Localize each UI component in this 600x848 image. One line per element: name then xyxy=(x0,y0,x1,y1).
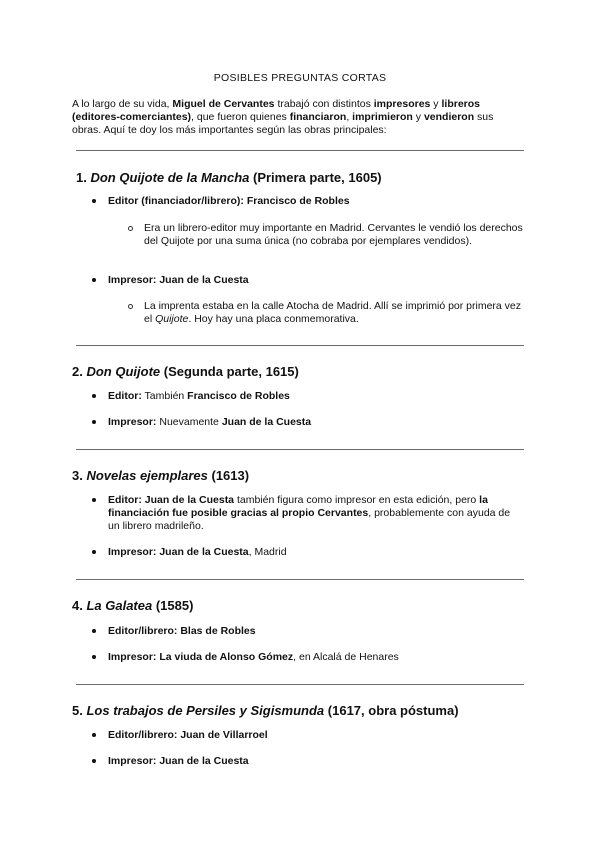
intro-bold-financiaron: financiaron xyxy=(289,111,347,123)
circle-bullet-icon xyxy=(128,304,133,309)
intro-text: trabajó con distintos xyxy=(274,98,374,110)
intro-text: y xyxy=(430,98,442,110)
bullet-icon xyxy=(92,420,96,424)
intro-bold-libreros: libreros (editores-comerciantes) xyxy=(72,98,480,123)
intro-text: , xyxy=(346,111,353,123)
section-divider xyxy=(76,684,524,685)
intro-bold-vendieron: vendieron xyxy=(423,111,475,123)
section-heading-4: 4. La Galatea (1585) xyxy=(72,598,194,613)
page-title: POSIBLES PREGUNTAS CORTAS xyxy=(213,72,387,84)
section-divider xyxy=(76,449,524,450)
intro-text: sus obras. Aquí te doy los más importantes según las obras principales: xyxy=(72,111,494,136)
bullet-icon xyxy=(92,550,96,554)
document-page: POSIBLES PREGUNTAS CORTAS A lo largo de su vida, Miguel de Cervantes trabajó con distintos impresores y libreros (editores-comerciantes), que fueron quienes financiaron, imprimieron y vendieron sus obras. Aquí te doy los más importantes según las obras principales: 1. Don Quijote de la Mancha (Primera parte, 1605) Editor (financiador/librero): Francisco de Robles Era un librero-editor muy importante en Madrid. Cervantes le vendió los derechos del Quijote por una suma única (no cobraba por ejemplares vendidos). Impresor: Juan de la Cuesta La imprenta estaba en la calle Atocha de Madrid. Allí se imprimió por primera vez el Quijote. Hoy hay una placa conmemorativa. 2. Don Quijote (Segunda parte, 1615) Editor: También Francisco de Robles Impresor: Nuevamente Juan de la Cuesta 3. Novelas ejemplares (1613) Editor: Juan de la Cuesta también figura como impresor en esta edición, pero la financiación fue posible gracias al propio Cervantes, probablemente con ayuda de un librero madrileño. Impresor: Juan de la Cuesta, Madrid 4. La Galatea (1585) Editor/librero: Blas de Robles Impresor: La viuda de Alonso Gómez, en Alcalá de Henares 5. Los trabajos de Persiles y Sigismunda (1617, obra póstuma) Editor/librero: Juan de Villarroel Impresor: Juan de la Cuesta xyxy=(0,0,600,848)
bullet-icon xyxy=(92,629,96,633)
intro-text: , que fueron quienes xyxy=(191,111,290,123)
bullet-icon xyxy=(92,498,96,502)
intro-bold-impresores: impresores xyxy=(373,98,431,110)
sub-list-item: Era un librero-editor muy importante en Madrid. Cervantes le vendió los derechos del Quijote por una suma única (no cobraba por ejemplares vendidos). xyxy=(128,222,524,262)
intro-text: y xyxy=(412,111,424,123)
circle-bullet-icon xyxy=(128,226,133,231)
section-divider xyxy=(76,579,524,580)
sub-list-item: La imprenta estaba en la calle Atocha de Madrid. Allí se imprimió por primera vez el Quijote. Hoy hay una placa conmemorativa. xyxy=(128,300,524,328)
bullet-icon xyxy=(92,655,96,659)
section-divider xyxy=(76,345,524,346)
section-heading-5: 5. Los trabajos de Persiles y Sigismunda (1617, obra póstuma) xyxy=(72,703,459,718)
section-heading-1: 1. Don Quijote de la Mancha (Primera parte, 1605) xyxy=(76,170,382,185)
bullet-icon xyxy=(92,278,96,282)
intro-paragraph xyxy=(72,98,524,137)
intro-bold-cervantes: Miguel de Cervantes xyxy=(172,98,275,110)
intro-bold-imprimieron: imprimieron xyxy=(352,111,413,123)
intro-text: A lo largo de su vida, xyxy=(72,98,173,110)
bullet-icon xyxy=(92,199,96,203)
list-item-editor: Editor: Juan de la Cuesta también figura como impresor en esta edición, pero la financiación fue posible gracias al propio Cervantes, probablemente con ayuda de un librero madrileño. xyxy=(92,494,524,534)
section-heading-2: 2. Don Quijote (Segunda parte, 1615) xyxy=(72,364,299,379)
bullet-icon xyxy=(92,759,96,763)
bullet-icon xyxy=(92,733,96,737)
section-heading-3: 3. Novelas ejemplares (1613) xyxy=(72,468,250,483)
bullet-icon xyxy=(92,394,96,398)
section-divider xyxy=(76,150,524,151)
